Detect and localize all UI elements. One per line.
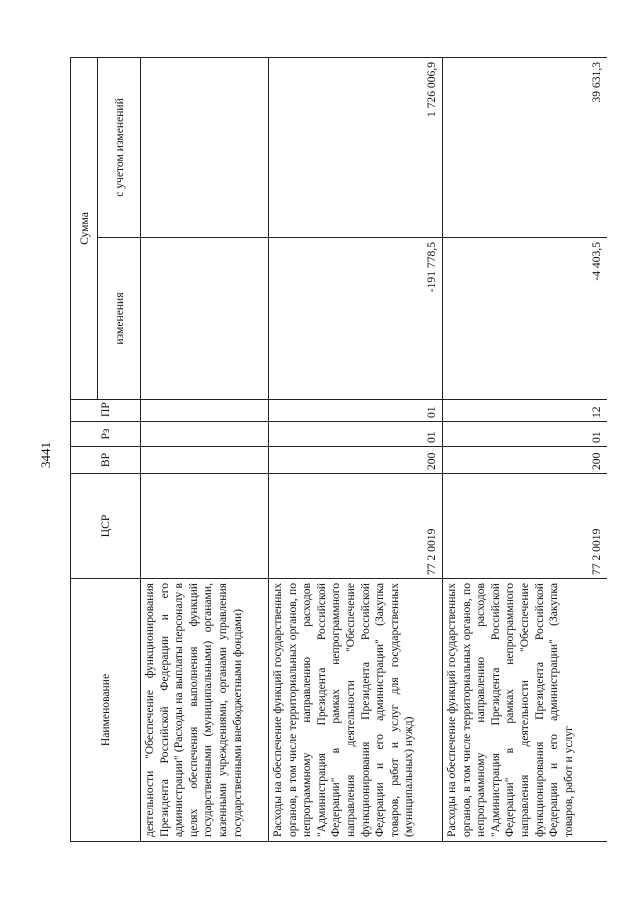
row-rz: 01 xyxy=(269,422,443,447)
row-with-change: 39 631,3 xyxy=(443,57,607,237)
page-number: 3441 xyxy=(38,442,53,468)
row-change xyxy=(141,238,269,400)
row-vr: 200 xyxy=(269,447,443,474)
row-csr xyxy=(141,474,269,579)
row-with-change: 1 726 006,9 xyxy=(269,57,443,237)
row-rz: 01 xyxy=(443,422,607,447)
row-csr: 77 2 0019 xyxy=(443,474,607,579)
row-csr: 77 2 0019 xyxy=(269,474,443,579)
header-name: Наименование xyxy=(71,579,141,842)
row-change: -191 778,5 xyxy=(269,238,443,400)
budget-table-container xyxy=(70,58,603,842)
header-change: изменения xyxy=(98,238,141,400)
row-pr: 01 xyxy=(269,400,443,422)
header-rz: Рз xyxy=(71,422,141,447)
table-row xyxy=(443,57,607,841)
header-csr: ЦСР xyxy=(71,474,141,579)
table-row xyxy=(141,57,269,841)
row-vr: 200 xyxy=(443,447,607,474)
row-name: Расходы на обеспечение функций государственных органов, в том числе территориальных органов, по непрограммному направлению расходов "Администрация Президента Российской Федерации" в рамках непрограммного направления деятельности "Обеспечение функционирования Президента Российской Федерации и его администрации" (Закупка товаров, работ и услуг для государственных (муниципальных) нужд) xyxy=(269,579,443,842)
budget-table xyxy=(70,57,607,842)
row-name: деятельности "Обеспечение функционирования Президента Российской Федерации и его администрации" (Расходы на выплаты персоналу в целях обеспечения выполнения функций государственными (муниципальными) органами, казенными учреждениями, органами управления государственными внебюджетными фондами) xyxy=(141,579,269,842)
row-rz xyxy=(141,422,269,447)
row-vr xyxy=(141,447,269,474)
header-with-change: с учетом изменений xyxy=(98,57,141,237)
header-sum: Сумма xyxy=(71,57,98,399)
table-row xyxy=(269,57,443,841)
row-with-change xyxy=(141,57,269,237)
row-change: -4 403,5 xyxy=(443,238,607,400)
row-pr: 12 xyxy=(443,400,607,422)
header-vr: ВР xyxy=(71,447,141,474)
row-name: Расходы на обеспечение функций государственных органов, в том числе территориальных органов, по непрограммному направлению расходов "Администрация Президента Российской Федерации" в рамках непрограммного направления деятельности "Обеспечение функционирования Президента Российской Федерации и его администрации" (Закупка товаров, работ и услуг xyxy=(443,579,607,842)
row-pr xyxy=(141,400,269,422)
header-pr: ПР xyxy=(71,400,141,422)
